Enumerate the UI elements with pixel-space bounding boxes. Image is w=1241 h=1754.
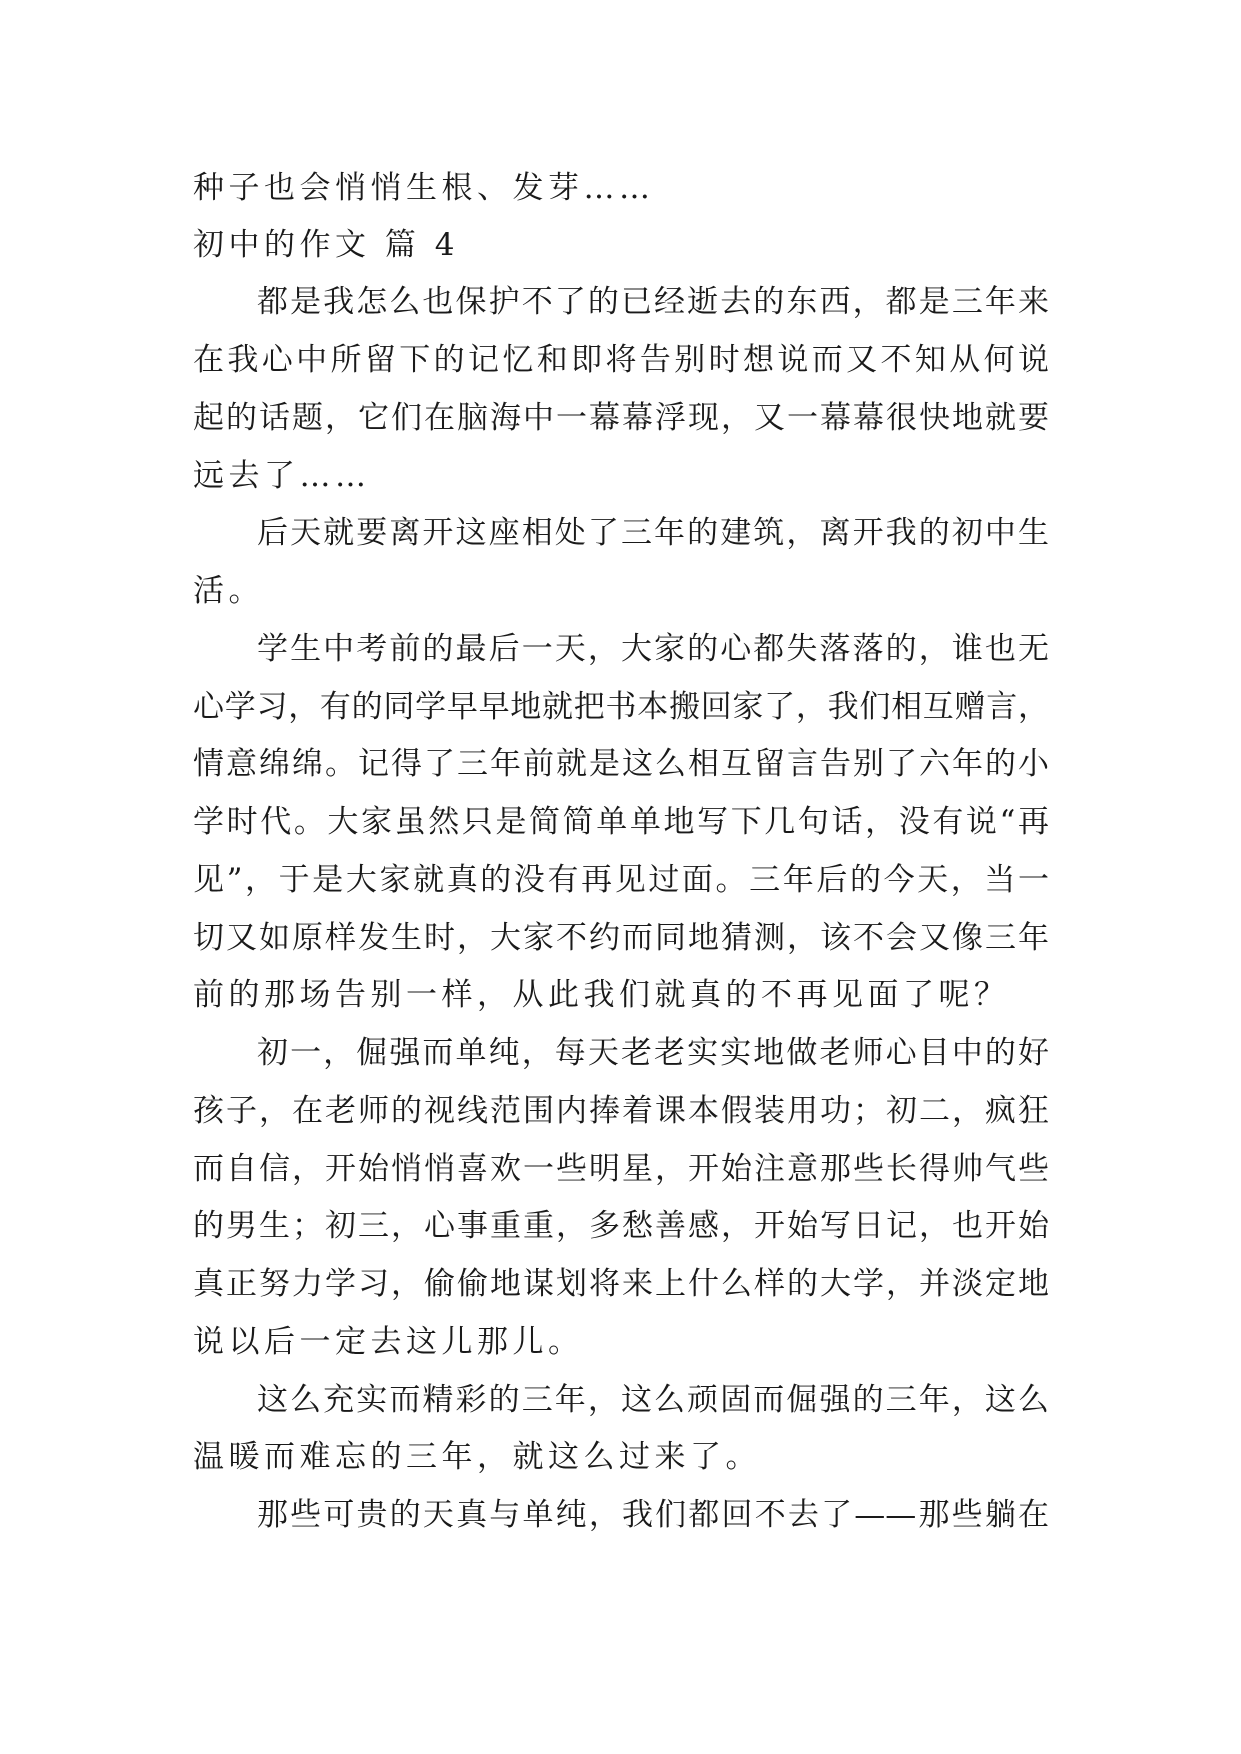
text-line: 的男生；初三，心事重重，多愁善感，开始写日记，也开始 — [193, 1208, 1049, 1244]
text-line: 孩子，在老师的视线范围内捧着课本假装用功；初二，疯狂 — [193, 1093, 1049, 1129]
text-line: 学生中考前的最后一天，大家的心都失落落的，谁也无 — [257, 631, 1049, 667]
text-line: 说以后一定去这儿那儿。 — [193, 1324, 584, 1360]
text-line: 那些可贵的天真与单纯，我们都回不去了——那些躺在 — [257, 1497, 1049, 1533]
text-line: 学时代。大家虽然只是简简单单地写下几句话，没有说“再 — [193, 804, 1049, 840]
text-line: 这么充实而精彩的三年，这么顽固而倔强的三年，这么 — [257, 1382, 1049, 1418]
text-line: 前的那场告别一样，从此我们就真的不再见面了呢？ — [193, 977, 1010, 1013]
text-line: 活。 — [193, 573, 264, 609]
section-heading: 初中的作文 篇 4 — [193, 227, 459, 263]
text-line: 初一，倔强而单纯，每天老老实实地做老师心目中的好 — [257, 1035, 1049, 1071]
text-line: 心学习，有的同学早早地就把书本搬回家了，我们相互赠言， — [193, 689, 1049, 725]
text-line: 情意绵绵。记得了三年前就是这么相互留言告别了六年的小 — [193, 746, 1049, 782]
text-line: 而自信，开始悄悄喜欢一些明星，开始注意那些长得帅气些 — [193, 1151, 1049, 1187]
text-line: 都是我怎么也保护不了的已经逝去的东西，都是三年来 — [257, 284, 1049, 320]
text-line: 见”，于是大家就真的没有再见过面。三年后的今天，当一 — [193, 862, 1049, 898]
text-line: 真正努力学习，偷偷地谋划将来上什么样的大学，并淡定地 — [193, 1266, 1049, 1302]
text-line: 后天就要离开这座相处了三年的建筑，离开我的初中生 — [257, 515, 1049, 551]
text-line: 在我心中所留下的记忆和即将告别时想说而又不知从何说 — [193, 342, 1049, 378]
text-line: 种子也会悄悄生根、发芽…… — [193, 170, 655, 206]
text-line: 切又如原样发生时，大家不约而同地猜测，该不会又像三年 — [193, 920, 1049, 956]
text-line: 起的话题，它们在脑海中一幕幕浮现，又一幕幕很快地就要 — [193, 400, 1049, 436]
text-line: 远去了…… — [193, 458, 371, 494]
text-line: 温暖而难忘的三年，就这么过来了。 — [193, 1439, 761, 1475]
